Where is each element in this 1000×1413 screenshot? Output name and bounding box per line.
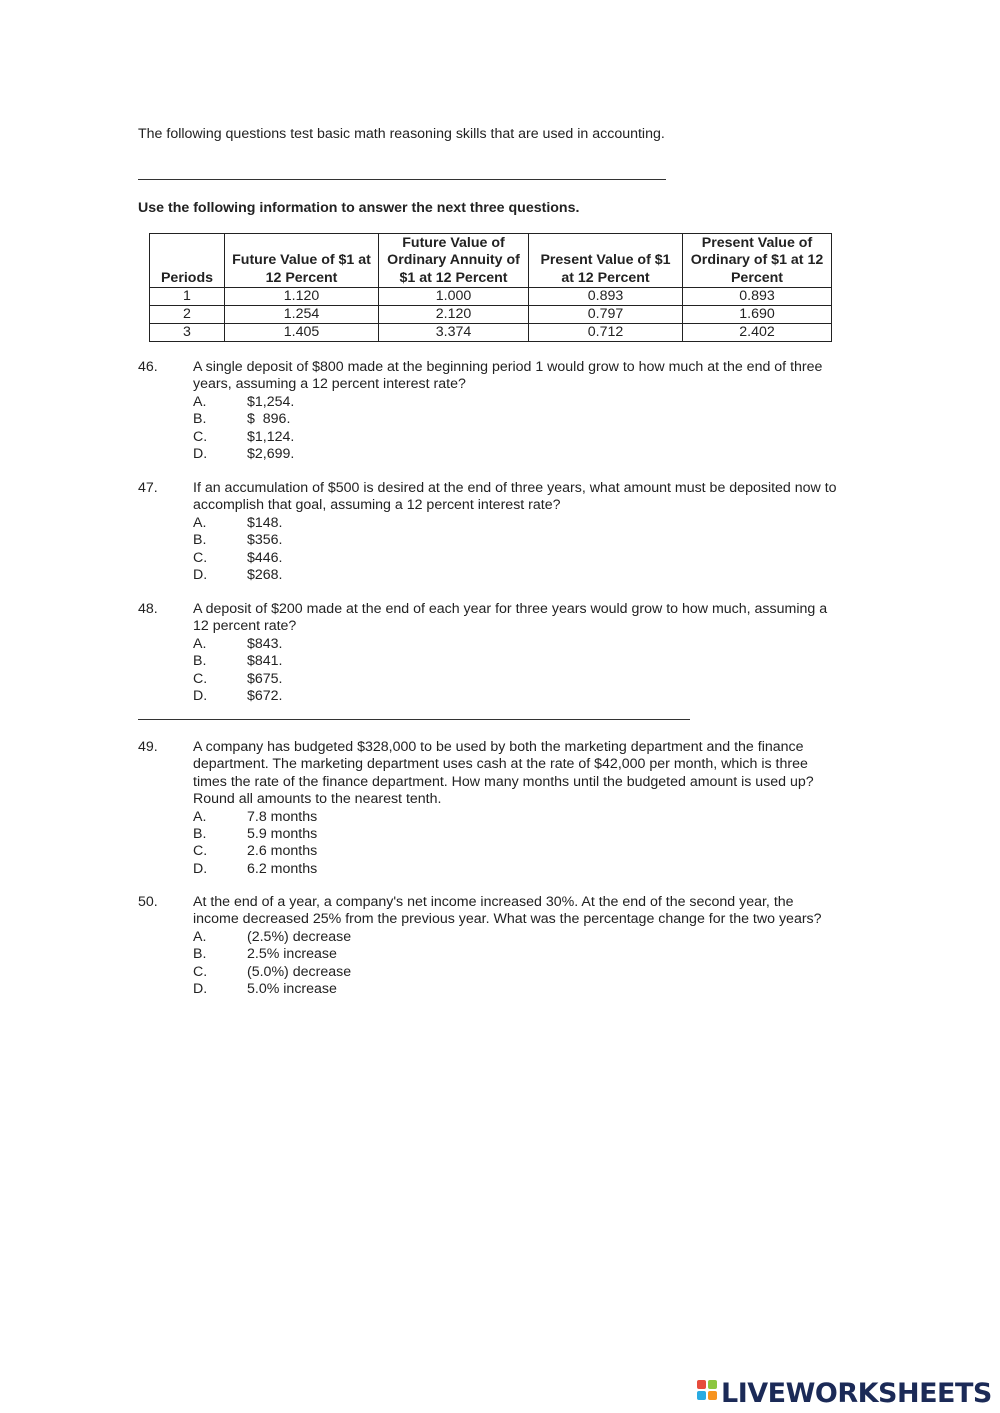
option-text: 5.0% increase	[247, 981, 337, 998]
question-46	[138, 359, 843, 463]
question-number: 46.	[138, 359, 158, 375]
answer-option[interactable]	[193, 394, 843, 411]
option-text: $672.	[247, 688, 283, 705]
option-text: (2.5%) decrease	[247, 928, 352, 945]
option-text: $446.	[247, 549, 283, 566]
option-letter: C.	[193, 843, 208, 860]
question-48	[138, 601, 843, 705]
option-letter: C.	[193, 963, 208, 980]
option-text: $356.	[247, 532, 283, 549]
question-text: At the end of a year, a company's net income increased 30%. At the end of the second year, the income decreased 25% from the previous year. What was the percentage change for the two years?	[193, 894, 822, 928]
option-letter: A.	[193, 393, 207, 410]
question-text: A deposit of $200 made at the end of each year for three years would grow to how much, assuming a 12 percent rate?	[193, 601, 828, 635]
answer-option[interactable]	[193, 861, 843, 878]
option-letter: C.	[193, 428, 208, 445]
option-text: (5.0%) decrease	[247, 963, 352, 980]
option-text: $268.	[247, 567, 283, 584]
option-text: 5.9 months	[247, 826, 318, 843]
answer-option[interactable]	[193, 826, 843, 843]
option-text: $1,254.	[247, 393, 295, 410]
answer-option[interactable]	[193, 843, 843, 860]
option-text: $843.	[247, 635, 283, 652]
divider	[138, 719, 690, 720]
option-text: 2.5% increase	[247, 946, 337, 963]
option-letter: D.	[193, 446, 208, 463]
answer-option[interactable]	[193, 446, 843, 463]
table-header: Future Value of $1 at 12 Percent	[225, 234, 379, 288]
answer-option[interactable]	[193, 671, 843, 688]
question-number: 49.	[138, 739, 158, 755]
intro-text: The following questions test basic math reasoning skills that are used in accounting.	[138, 126, 665, 142]
question-text: A single deposit of $800 made at the beginning period 1 would grow to how much at the end of three years, assuming a 12 percent interest rate?	[193, 359, 823, 393]
option-letter: A.	[193, 635, 207, 652]
option-letter: A.	[193, 808, 207, 825]
table-header: Future Value of Ordinary Annuity of $1 at 12 Percent	[379, 234, 529, 288]
option-letter: D.	[193, 860, 208, 877]
answer-option[interactable]	[193, 964, 843, 981]
question-number: 50.	[138, 894, 158, 910]
answer-option[interactable]	[193, 809, 843, 826]
table-cell: 2.402	[683, 324, 832, 342]
table-cell: 1.000	[379, 288, 529, 306]
question-text: If an accumulation of $500 is desired at the end of three years, what amount must be deposited now to accomplish that goal, assuming a 12 percent interest rate?	[193, 480, 837, 514]
option-letter: C.	[193, 670, 208, 687]
answer-option[interactable]	[193, 653, 843, 670]
answer-option[interactable]	[193, 981, 843, 998]
answer-option[interactable]	[193, 532, 843, 549]
answer-option[interactable]	[193, 567, 843, 584]
brand-mark-icon	[697, 1380, 719, 1408]
option-text: $1,124.	[247, 428, 295, 445]
table-cell: 2.120	[379, 306, 529, 324]
table-header-row	[150, 234, 832, 288]
table-cell: 0.712	[529, 324, 683, 342]
table-cell: 3	[150, 324, 225, 342]
question-text: A company has budgeted $328,000 to be used by both the marketing department and the finance department. The marketing department uses cash at the rate of $42,000 per month, which is three times the rate of the finance department. How many months until the budgeted amount is used up? Round all amounts to the nearest tenth.	[193, 739, 814, 808]
option-text: 7.8 months	[247, 808, 318, 825]
table-cell: 0.893	[529, 288, 683, 306]
liveworksheets-logo[interactable]	[697, 1378, 992, 1409]
answer-option[interactable]	[193, 411, 843, 428]
option-text: 2.6 months	[247, 843, 318, 860]
option-text: $2,699.	[247, 446, 295, 463]
brand-name: LIVEWORKSHEETS	[721, 1378, 992, 1409]
table-header: Periods	[150, 234, 225, 288]
answer-option[interactable]	[193, 550, 843, 567]
option-letter: C.	[193, 549, 208, 566]
option-text: $841.	[247, 653, 283, 670]
answer-option[interactable]	[193, 429, 843, 446]
table-row	[150, 306, 832, 324]
option-letter: D.	[193, 981, 208, 998]
table-cell: 0.893	[683, 288, 832, 306]
table-cell: 3.374	[379, 324, 529, 342]
question-number: 48.	[138, 601, 158, 617]
table-cell: 1.254	[225, 306, 379, 324]
answer-option[interactable]	[193, 515, 843, 532]
table-cell: 1.405	[225, 324, 379, 342]
answer-option[interactable]	[193, 636, 843, 653]
table-cell: 0.797	[529, 306, 683, 324]
table-row	[150, 288, 832, 306]
table-header: Present Value of $1 at 12 Percent	[529, 234, 683, 288]
table-cell: 1.120	[225, 288, 379, 306]
divider	[138, 179, 666, 180]
option-letter: B.	[193, 411, 207, 428]
option-letter: B.	[193, 946, 207, 963]
table-cell: 1	[150, 288, 225, 306]
option-text: $675.	[247, 670, 283, 687]
table-cell: 2	[150, 306, 225, 324]
answer-option[interactable]	[193, 929, 843, 946]
answer-option[interactable]	[193, 688, 843, 705]
option-letter: A.	[193, 928, 207, 945]
option-letter: B.	[193, 653, 207, 670]
option-text: $ 896.	[247, 411, 291, 428]
question-50	[138, 894, 843, 998]
option-text: 6.2 months	[247, 860, 318, 877]
question-47	[138, 480, 843, 584]
interest-table	[149, 233, 832, 342]
option-letter: D.	[193, 567, 208, 584]
question-49	[138, 739, 843, 878]
option-letter: B.	[193, 532, 207, 549]
option-letter: B.	[193, 826, 207, 843]
question-number: 47.	[138, 480, 158, 496]
info-heading: Use the following information to answer the next three questions.	[138, 200, 580, 216]
option-letter: A.	[193, 514, 207, 531]
table-header: Present Value of Ordinary of $1 at 12 Percent	[683, 234, 832, 288]
option-text: $148.	[247, 514, 283, 531]
table-row	[150, 324, 832, 342]
answer-option[interactable]	[193, 946, 843, 963]
option-letter: D.	[193, 688, 208, 705]
table-cell: 1.690	[683, 306, 832, 324]
